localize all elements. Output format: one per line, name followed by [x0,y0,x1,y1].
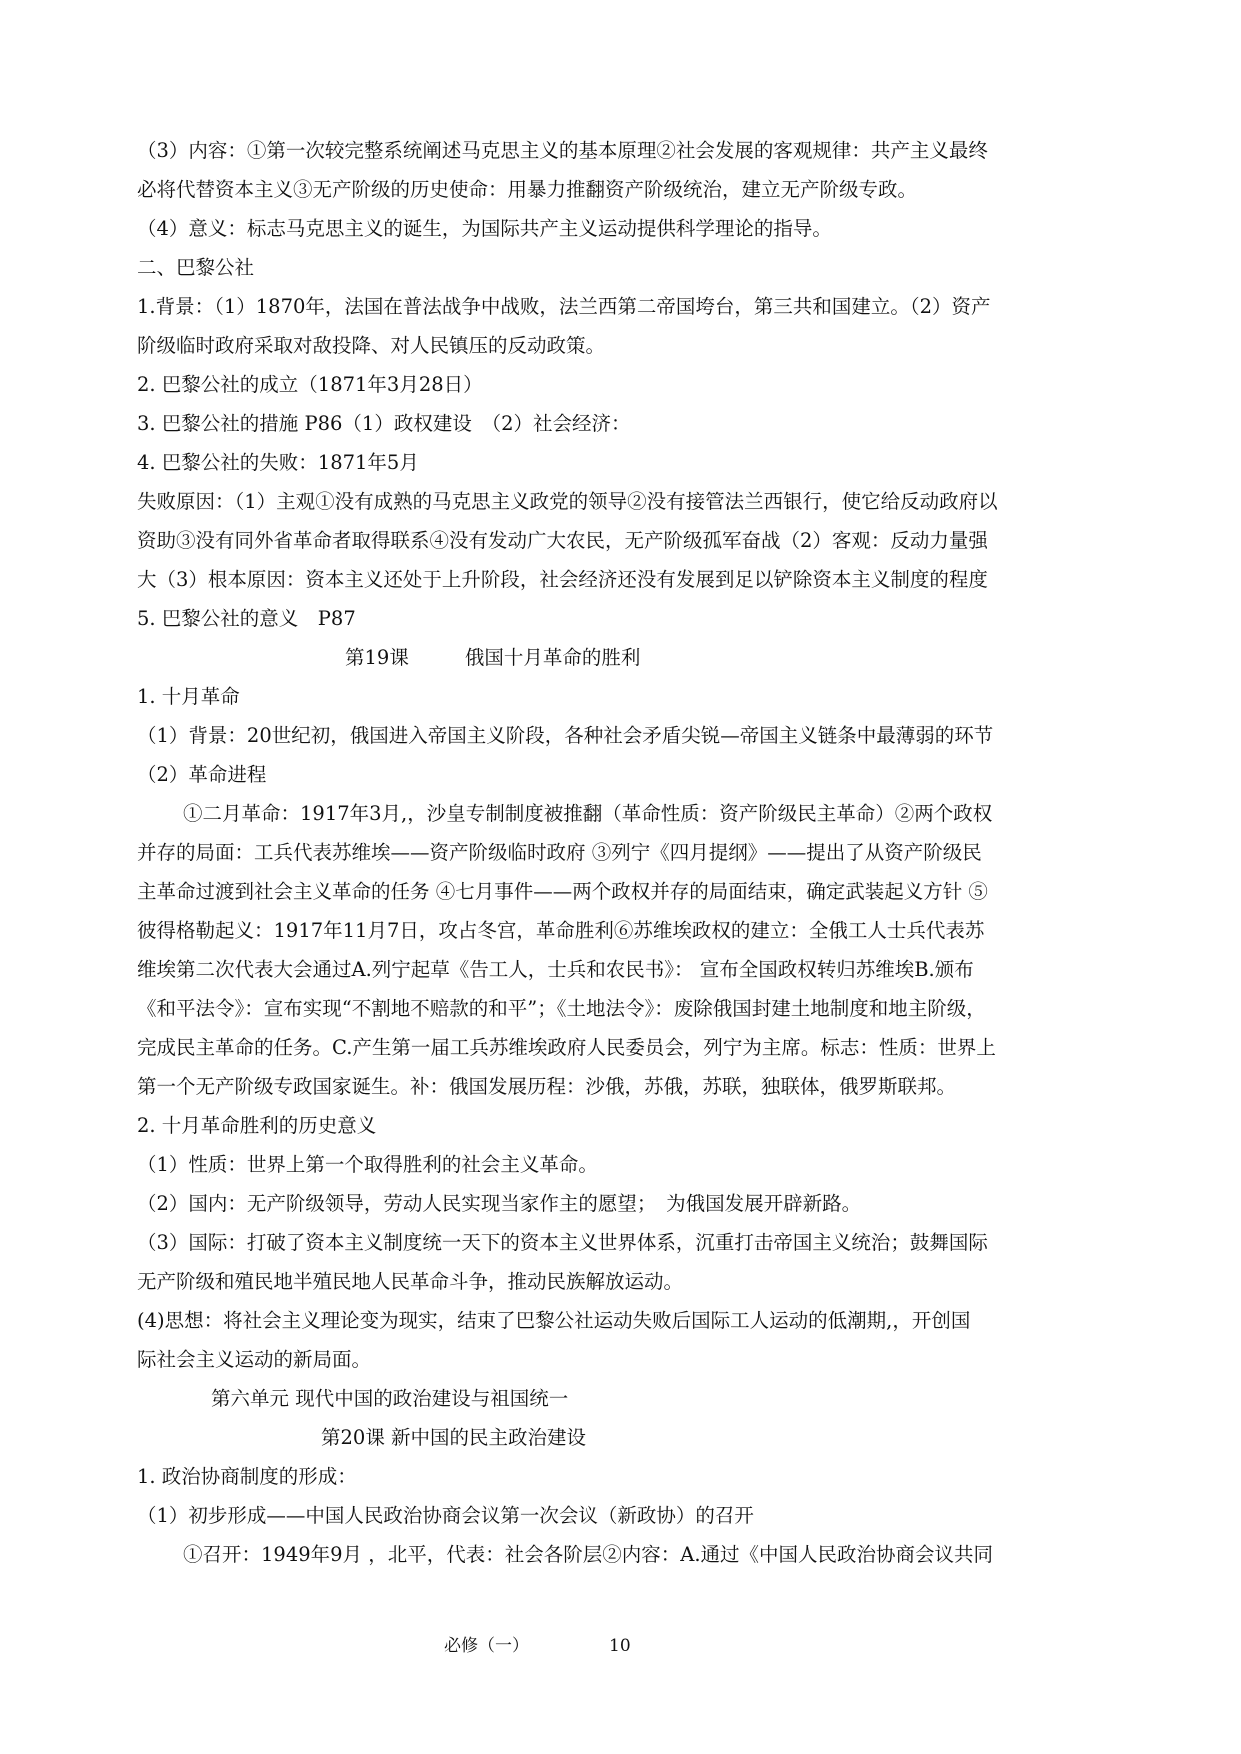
text-line: 主革命过渡到社会主义革命的任务 ④七月事件——两个政权并存的局面结束，确定武装起义方针 ⑤ [137,880,988,903]
text-line: 际社会主义运动的新局面。 [137,1348,372,1371]
text-line: 1. 政治协商制度的形成： [137,1465,357,1488]
lesson-20-title: 第20课 新中国的民主政治建设 [321,1426,587,1449]
lesson-number: 第19课 [345,646,409,669]
text-line: （2）国内：无产阶级领导，劳动人民实现当家作主的愿望； 为俄国发展开辟新路。 [137,1192,862,1215]
text-line: 2. 十月革命胜利的历史意义 [137,1114,377,1137]
text-line: 3. 巴黎公社的措施 P86（1）政权建设 （2）社会经济： [137,412,631,435]
text-line: 4. 巴黎公社的失败：1871年5月 [137,451,419,474]
text-line: 完成民主革命的任务。C.产生第一届工兵苏维埃政府人民委员会，列宁为主席。标志：性质：世界上 [137,1036,996,1059]
text-line: 彼得格勒起义：1917年11月7日，攻占冬宫，革命胜利⑥苏维埃政权的建立：全俄工人士兵代表苏 [137,919,985,942]
text-line: 维埃第二次代表大会通过A.列宁起草《告工人，士兵和农民书》： 宣布全国政权转归苏维埃B.颁布 [137,958,974,981]
lesson-19-title [137,638,1105,677]
text-line: 1. 十月革命 [137,685,240,708]
unit-6-title: 第六单元 现代中国的政治建设与祖国统一 [211,1387,569,1410]
text-line: （4）意义：标志马克思主义的诞生，为国际共产主义运动提供科学理论的指导。 [137,217,832,240]
lesson-name: 俄国十月革命的胜利 [464,646,641,669]
document-body [137,131,1105,1574]
text-line: (4)思想：将社会主义理论变为现实，结束了巴黎公社运动失败后国际工人运动的低潮期,，开创国 [137,1309,971,1332]
text-line: 必将代替资本主义③无产阶级的历史使命：用暴力推翻资产阶级统治，建立无产阶级专政。 [137,178,918,201]
page-footer [444,1631,631,1656]
text-line: 阶级临时政府采取对敌投降、对人民镇压的反动政策。 [137,334,606,357]
book-name: 必修（一） [444,1636,529,1656]
text-line: ①二月革命：1917年3月,，沙皇专制制度被推翻（革命性质：资产阶级民主革命）②两个政权 [183,802,993,825]
text-line: 5. 巴黎公社的意义 P87 [137,607,356,630]
text-line: （3）国际：打破了资本主义制度统一天下的资本主义世界体系，沉重打击帝国主义统治；鼓舞国际 [137,1231,988,1254]
text-line: 《和平法令》：宣布实现“不割地不赔款的和平”；《土地法令》：废除俄国封建土地制度和地主阶级， [137,997,986,1020]
text-line: 1.背景：（1）1870年，法国在普法战争中战败，法兰西第二帝国垮台，第三共和国建立。（2）资产 [137,295,991,318]
text-line: （1）初步形成——中国人民政治协商会议第一次会议（新政协）的召开 [137,1504,754,1527]
section-heading: 二、巴黎公社 [137,256,255,279]
text-line: 并存的局面：工兵代表苏维埃——资产阶级临时政府 ③列宁《四月提纲》——提出了从资产阶级民 [137,841,982,864]
text-line: （3）内容：①第一次较完整系统阐述马克思主义的基本原理②社会发展的客观规律：共产主义最终 [137,139,988,162]
text-line: 资助③没有同外省革命者取得联系④没有发动广大农民，无产阶级孤军奋战（2）客观：反动力量强 [137,529,988,552]
page-number: 10 [609,1636,631,1656]
text-line: （1）背景：20世纪初，俄国进入帝国主义阶段，各种社会矛盾尖锐—帝国主义链条中最薄弱的环节 [137,724,994,747]
text-line: （2）革命进程 [137,763,267,786]
text-line: （1）性质：世界上第一个取得胜利的社会主义革命。 [137,1153,598,1176]
text-line: 2. 巴黎公社的成立（1871年3月28日） [137,373,483,396]
text-line: ①召开：1949年9月 ，北平，代表：社会各阶层②内容：A.通过《中国人民政治协商会议共同 [183,1543,994,1566]
text-line: 大（3）根本原因：资本主义还处于上升阶段，社会经济还没有发展到足以铲除资本主义制度的程度 [137,568,988,591]
text-line: 第一个无产阶级专政国家诞生。补：俄国发展历程：沙俄，苏俄，苏联，独联体，俄罗斯联邦。 [137,1075,957,1098]
text-line: 失败原因：（1）主观①没有成熟的马克思主义政党的领导②没有接管法兰西银行，使它给反动政府以 [137,490,998,513]
text-line: 无产阶级和殖民地半殖民地人民革命斗争，推动民族解放运动。 [137,1270,684,1293]
